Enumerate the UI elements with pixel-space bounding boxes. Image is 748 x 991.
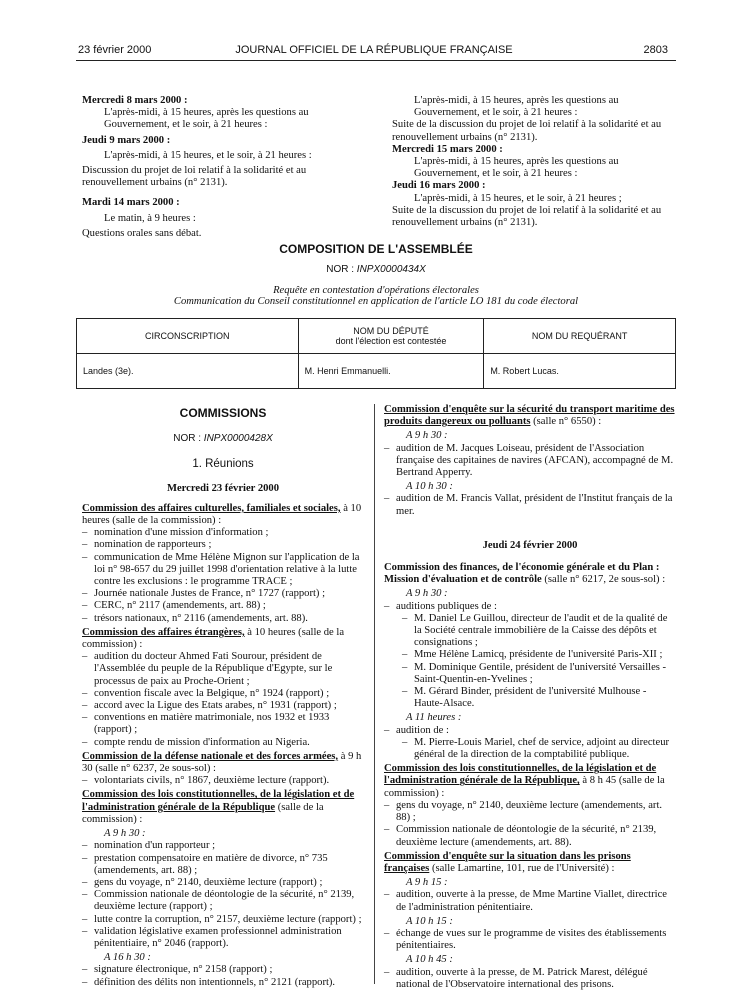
election-contest-table	[76, 318, 676, 389]
list-item: – Journée nationale Justes de France, n° 1727 (rapport) ;	[82, 588, 364, 600]
commission-heading: Commission de la défense nationale et des forces armées, à 9 h 30 (salle n° 6237, 2e sous-sol) :	[82, 750, 362, 775]
agenda-day: Jeudi 16 mars 2000 :	[392, 180, 486, 192]
time-slot: A 9 h 30 :	[104, 828, 146, 840]
list-item: – CERC, n° 2117 (amendements, art. 88) ;	[82, 600, 364, 612]
agenda-day: Mercredi 15 mars 2000 :	[392, 143, 503, 155]
table-header-row	[77, 319, 676, 354]
header-rule	[76, 60, 676, 61]
table-row	[77, 354, 676, 389]
commissions-left	[82, 407, 364, 989]
meeting-date: Jeudi 24 février 2000	[482, 539, 578, 551]
list-item: – nomination de rapporteurs ;	[82, 539, 364, 551]
agenda-list	[82, 840, 364, 950]
list-item: – convention fiscale avec la Belgique, n° 1924 (rapport) ;	[82, 688, 364, 700]
agenda-line: L'après-midi, à 15 heures, après les questions au Gouvernement, et le soir, à 21 heures :	[414, 156, 619, 180]
list-item: – trésors nationaux, n° 2116 (amendements, art. 88).	[82, 613, 364, 625]
list-item: – nomination d'une mission d'information ;	[82, 527, 364, 539]
mission-heading: Mission d'évaluation et de contrôle (salle n° 6217, 2e sous-sol) :	[384, 574, 666, 586]
composition-title: COMPOSITION DE L'ASSEMBLÉE	[279, 242, 473, 256]
list-item: – accord avec la Ligue des Etats arabes, n° 1931 (rapport) ;	[82, 700, 364, 712]
list-item: – audition du docteur Ahmed Fati Sourour, président de l'Assemblée du peuple de la République d'Egypte, sur le processus de paix au Proche-Orient ;	[82, 651, 364, 688]
list-item: – signature électronique, n° 2158 (rapport) ;	[82, 964, 364, 976]
table-cell: M. Robert Lucas.	[484, 354, 676, 389]
composition-subtitle: Requête en contestation d'opérations électorales	[273, 285, 479, 296]
agenda-day: Jeudi 9 mars 2000 :	[82, 134, 171, 146]
list-item: – communication de Mme Hélène Mignon sur l'application de la loi n° 98-657 du 29 juillet 1998 d'orientation relative à la lutte contre les exclusions : le programme TRACE ;	[82, 552, 364, 589]
time-slot: A 10 h 30 :	[406, 481, 453, 493]
time-slot: A 11 heures :	[406, 712, 462, 724]
time-slot: A 10 h 45 :	[406, 954, 453, 966]
column-header: CIRCONSCRIPTION	[77, 319, 299, 354]
composition-subtitle-2: Communication du Conseil constitutionnel en application de l'article LO 181 du code électoral	[173, 296, 579, 307]
composition-nor	[76, 264, 676, 275]
section-title: 1. Réunions	[192, 458, 254, 471]
list-item: – volontariats civils, n° 1867, deuxième lecture (rapport).	[82, 775, 364, 787]
meeting-date: Mercredi 23 février 2000	[166, 482, 280, 494]
nor-label: NOR :	[326, 264, 355, 275]
list-item: – auditions publiques de :	[384, 601, 676, 613]
agenda-line: Suite de la discussion du projet de loi relatif à la solidarité et au renouvellement urbains (n° 2131).	[392, 119, 662, 143]
agenda-line: L'après-midi, à 15 heures, après les questions au Gouvernement, et le soir, à 21 heures :	[104, 107, 309, 131]
composition-section	[76, 242, 676, 307]
column-header: NOM DU DÉPUTÉ dont l'élection est contestée	[298, 319, 484, 354]
list-item: – gens du voyage, n° 2140, deuxième lecture (amendements, art. 88) ;	[384, 800, 676, 824]
list-item: – M. Daniel Le Guillou, directeur de l'audit et de la qualité de la Société centrale immobilière de la Caisse des dépôts et consignations ;	[384, 613, 676, 650]
agenda-left	[82, 95, 364, 240]
list-item: – Mme Hélène Lamicq, présidente de l'université Paris-XII ;	[384, 649, 676, 661]
agenda-day: Mardi 14 mars 2000 :	[82, 197, 180, 209]
list-item: – nomination d'un rapporteur ;	[82, 840, 364, 852]
list-item: – conventions en matière matrimoniale, nos 1932 et 1933 (rapport) ;	[82, 712, 364, 736]
commissions-nor: NOR : INPX0000428X	[173, 433, 273, 445]
agenda-list	[82, 775, 364, 787]
commission-heading: Commission des lois constitutionnelles, de la législation et de l'administration générale de la République (salle de la commission) :	[82, 789, 355, 825]
list-item: – lutte contre la corruption, n° 2157, deuxième lecture (rapport) ;	[82, 914, 364, 926]
list-item: – audition de M. Jacques Loiseau, président de l'Association française des capitaines de navires (AFCAN), accompagné de M. Bertrand Apperry.	[384, 443, 676, 480]
list-item: – prestation compensatoire en matière de divorce, n° 735 (amendements, art. 88) ;	[82, 853, 364, 877]
agenda-line: Suite de la discussion du projet de loi relatif à la solidarité et au renouvellement urbains (n° 2131).	[392, 204, 662, 229]
time-slot: A 9 h 30 :	[406, 430, 448, 442]
agenda-list	[82, 527, 364, 625]
commission-heading: Commission des lois constitutionnelles, de la législation et de l'administration générale de la République, à 8 h 45 (salle de la commission) :	[384, 763, 665, 799]
list-item: – audition, ouverte à la presse, de Mme Martine Viallet, directrice de l'administration pénitentiaire.	[384, 889, 676, 913]
list-item: – définition des délits non intentionnels, n° 2121 (rapport).	[82, 977, 364, 989]
agenda-list	[82, 651, 364, 749]
column-header: NOM DU REQUÉRANT	[484, 319, 676, 354]
agenda-line: Discussion du projet de loi relatif à la solidarité et au renouvellement urbains (n° 2131).	[82, 165, 307, 189]
table-cell: M. Henri Emmanuelli.	[298, 354, 484, 389]
page-number: 2803	[643, 44, 668, 56]
list-item: – Commission nationale de déontologie de la sécurité, n° 2139, deuxième lecture (rapport) ;	[82, 889, 364, 913]
list-item: – audition de M. Francis Vallat, président de l'Institut français de la mer.	[384, 493, 676, 517]
list-item: – audition de :	[384, 725, 676, 737]
commission-heading: Commission des affaires étrangères, à 10 heures (salle de la commission) :	[82, 626, 345, 651]
list-item: – M. Dominique Gentile, président de l'université Versailles - Saint-Quentin-en-Yvelines ;	[384, 662, 676, 686]
agenda-line: L'après-midi, à 15 heures, et le soir, à 21 heures :	[104, 149, 312, 161]
agenda-day: Mercredi 8 mars 2000 :	[82, 95, 188, 106]
list-item: – compte rendu de mission d'information au Nigeria.	[82, 737, 364, 749]
agenda-list	[384, 800, 676, 849]
list-item: – Commission nationale de déontologie de la sécurité, n° 2139, deuxième lecture (amendements, art. 88).	[384, 824, 676, 848]
time-slot: A 16 h 30 :	[104, 952, 151, 964]
list-item: – validation législative examen professionnel administration pénitentiaire, n° 2046 (rapport).	[82, 926, 364, 950]
agenda-right	[392, 95, 674, 229]
commission-heading: Commission des finances, de l'économie générale et du Plan :	[384, 562, 660, 574]
agenda-line: L'après-midi, à 15 heures, et le soir, à 21 heures ;	[414, 192, 622, 204]
agenda-line: L'après-midi, à 15 heures, après les questions au Gouvernement, et le soir, à 21 heures :	[414, 95, 619, 119]
commissions-title: COMMISSIONS	[179, 406, 267, 420]
commission-heading: Commission d'enquête sur la situation dans les prisons françaises (salle Lamartine, 101, rue de l'Université) :	[384, 850, 631, 874]
list-item: – échange de vues sur le programme de visites des établissements pénitentiaires.	[384, 928, 676, 952]
nor-code: INPX0000434X	[356, 264, 426, 275]
time-slot: A 9 h 30 :	[406, 588, 448, 600]
column-divider	[374, 404, 375, 984]
commissions-right	[384, 404, 676, 991]
time-slot: A 10 h 15 :	[406, 915, 453, 927]
header-date: 23 février 2000	[78, 44, 152, 56]
agenda-list	[384, 613, 676, 711]
list-item: – gens du voyage, n° 2140, deuxième lecture (rapport) ;	[82, 877, 364, 889]
table-cell: Landes (3e).	[77, 354, 299, 389]
agenda-list	[82, 964, 364, 988]
list-item: – M. Gérard Binder, président de l'université Mulhouse - Haute-Alsace.	[384, 686, 676, 710]
commission-heading: Commission d'enquête sur la sécurité du transport maritime des produits dangereux ou polluants (salle n° 6550) :	[384, 404, 675, 428]
agenda-line: Le matin, à 9 heures :	[104, 212, 196, 224]
time-slot: A 9 h 15 :	[406, 877, 448, 889]
commission-heading: Commission des affaires culturelles, familiales et sociales, à 10 heures (salle de la commission) :	[82, 502, 362, 527]
list-item: – M. Pierre-Louis Mariel, chef de service, adjoint au directeur général de la direction de la comptabilité publique.	[384, 737, 676, 761]
journal-title: JOURNAL OFFICIEL DE LA RÉPUBLIQUE FRANÇAISE	[235, 44, 513, 56]
agenda-line: Questions orales sans débat.	[82, 227, 202, 239]
list-item: – audition, ouverte à la presse, de M. Patrick Marest, délégué national de l'Observatoire international des prisons.	[384, 967, 676, 991]
